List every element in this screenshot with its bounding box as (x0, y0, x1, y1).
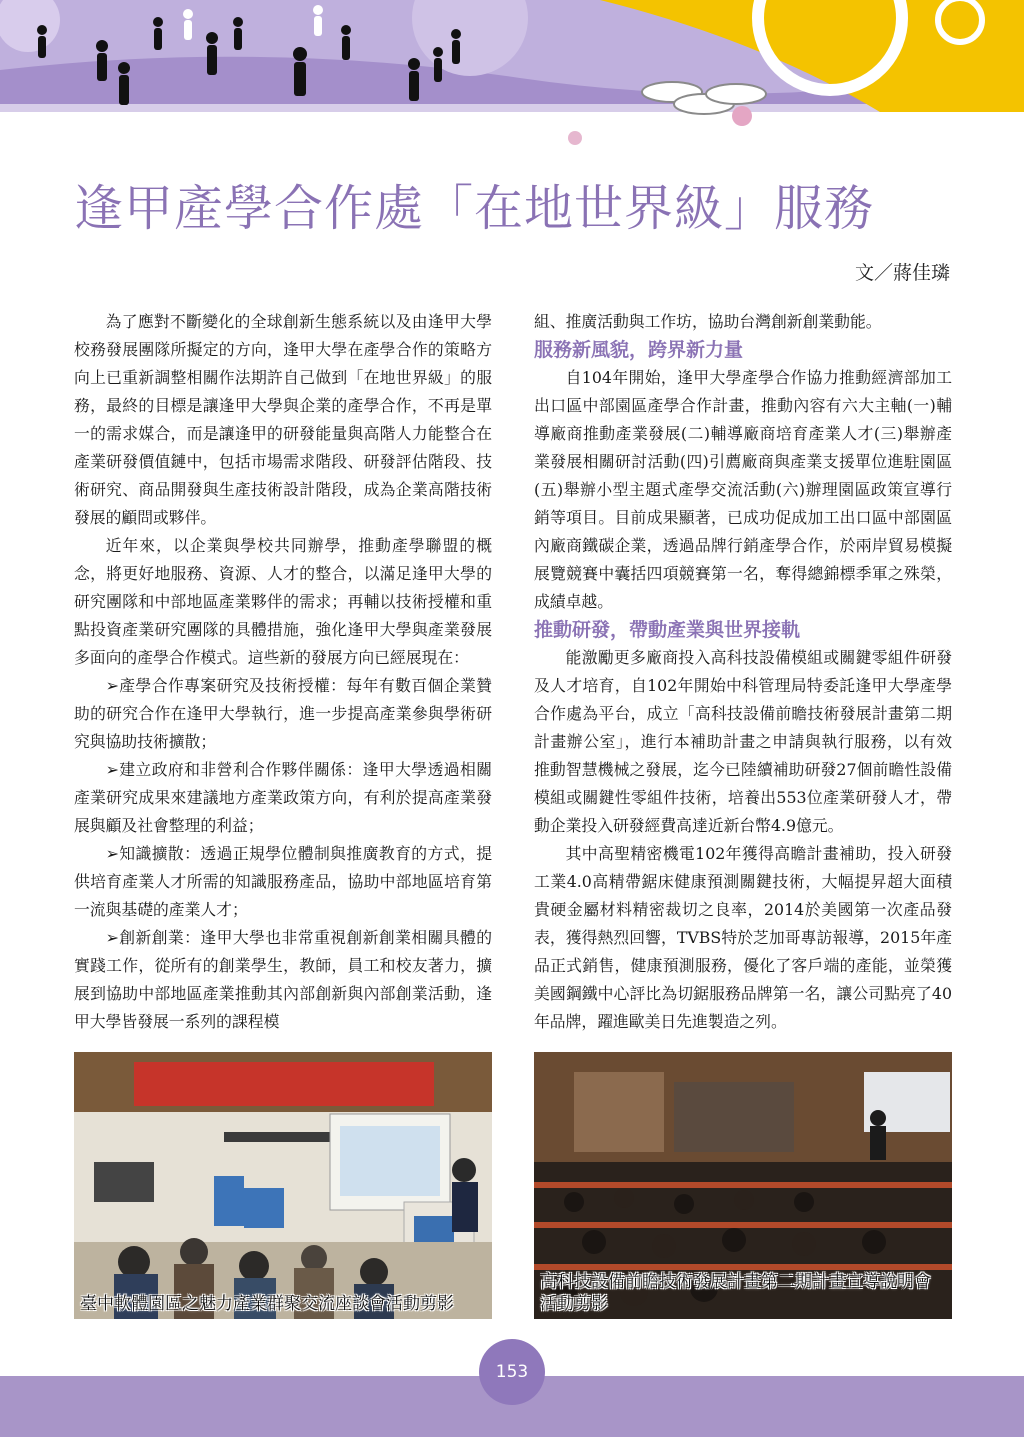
paragraph: 近年來，以企業與學校共同辦學，推動產學聯盟的概念，將更好地服務、資源、人才的整合，以滿足逢甲大學的研究團隊和中部地區產業夥伴的需求；再輔以技術授權和重點投資產業研究團隊的具體措施，強化逢甲大學與產業發展多面向的產學合作模式。這些新的發展方向已經展現在： (74, 536, 492, 667)
photo-illustration (74, 1052, 492, 1319)
paragraph: 自104年開始，逢甲大學產學合作協力推動經濟部加工出口區中部園區產學合作計畫，推動內容有六大主軸(一)輔導廠商推動產業發展(二)輔導廠商培育產業人才(三)舉辦產業發展相關研討活動(四)引薦廠商與產業支援單位進駐園區(五)舉辦小型主題式產學交流活動(六)辦理園區政策宣導行銷等項目。目前成果顯著，已成功促成加工出口區中部園區內廠商鐵碳企業，透過品牌行銷產學合作，於兩岸貿易模擬展覽競賽中囊括四項競賽第一名，奪得總錦標季軍之殊榮，成績卓越。 (534, 368, 952, 611)
section-heading: 服務新風貌，跨界新力量 (534, 339, 744, 361)
paragraph: 組、推廣活動與工作坊，協助台灣創新創業動能。 (534, 312, 882, 331)
paragraph: 為了應對不斷變化的全球創新生態系統以及由逢甲大學校務發展團隊所擬定的方向，逢甲大學在產學合作的策略方向上已重新調整相關作法期許自己做到「在地世界級」的服務，最終的目標是讓逢甲大學與企業的產學合作，不再是單一的需求媒合，而是讓逢甲的研發能量與高階人力能整合在產業研發價值鏈中，包括市場需求階段、研發評估階段、技術研究、商品開發與生產技術設計階段，成為企業高階技術發展的顧問或夥伴。 (74, 312, 492, 527)
bullet-item: ➢產學合作專案研究及技術授權：每年有數百個企業贊助的研究合作在逢甲大學執行，進一步提高產業參與學術研究與協助技術擴散； (74, 676, 492, 751)
section-heading: 推動研發，帶動產業與世界接軌 (534, 619, 801, 641)
page-number: 153 (479, 1339, 545, 1405)
article-title: 逢甲產學合作處「在地世界級」服務 (74, 180, 875, 237)
bullet-item: ➢創新創業：逢甲大學也非常重視創新創業相關具體的實踐工作，從所有的創業學生，教師，員工和校友著力，擴展到協助中部地區產業推動其內部創新與內部創業活動，逢甲大學皆發展一系列的課程模 (74, 928, 492, 1031)
author-byline: 文／蔣佳璘 (854, 262, 950, 284)
left-column (74, 308, 492, 1036)
bullet-item: ➢建立政府和非營利合作夥伴關係：逢甲大學透過相關產業研究成果來建議地方產業政策方向，有利於提高產業發展與顧及社會整理的利益； (74, 760, 492, 835)
paragraph: 其中高聖精密機電102年獲得高瞻計畫補助，投入研發工業4.0高精帶鋸床健康預測關鍵技術，大幅提昇超大面積貴硬金屬材料精密裁切之良率，2014於美國第一次產品發表，獲得熱烈回響，TVBS特於芝加哥專訪報導，2015年產品正式銷售，健康預測服務，優化了客戶端的產能，並榮獲美國鋼鐵中心評比為切鋸服務品牌第一名，讓公司點亮了40年品牌，躍進歐美日先進製造之列。 (534, 844, 952, 1031)
photo-seminar-right (534, 1052, 952, 1319)
header-banner-art (0, 0, 1024, 150)
photo-caption: 高科技設備前瞻技術發展計畫第二期計畫宣導說明會活動剪影 (540, 1272, 931, 1314)
photo-seminar-left (74, 1052, 492, 1319)
right-column (534, 308, 952, 1036)
photo-caption: 臺中軟體園區之魅力產業群聚交流座談會活動剪影 (80, 1294, 454, 1314)
paragraph: 能激勵更多廠商投入高科技設備模組或關鍵零組件研發及人才培育，自102年開始中科管理局特委託逢甲大學產學合作處為平台，成立「高科技設備前瞻技術發展計畫第二期計畫辦公室」，進行本補助計畫之申請與執行服務，以有效推動智慧機械之發展，迄今已陸續補助研發27個前瞻性設備模組或關鍵性零組件技術，培養出553位產業研發人才，帶動企業投入研發經費高達近新台幣4.9億元。 (534, 648, 952, 835)
header-banner (0, 0, 1024, 150)
bullet-item: ➢知識擴散：透過正規學位體制與推廣教育的方式，提供培育產業人才所需的知識服務產品，協助中部地區培育第一流與基礎的產業人才； (74, 844, 492, 919)
